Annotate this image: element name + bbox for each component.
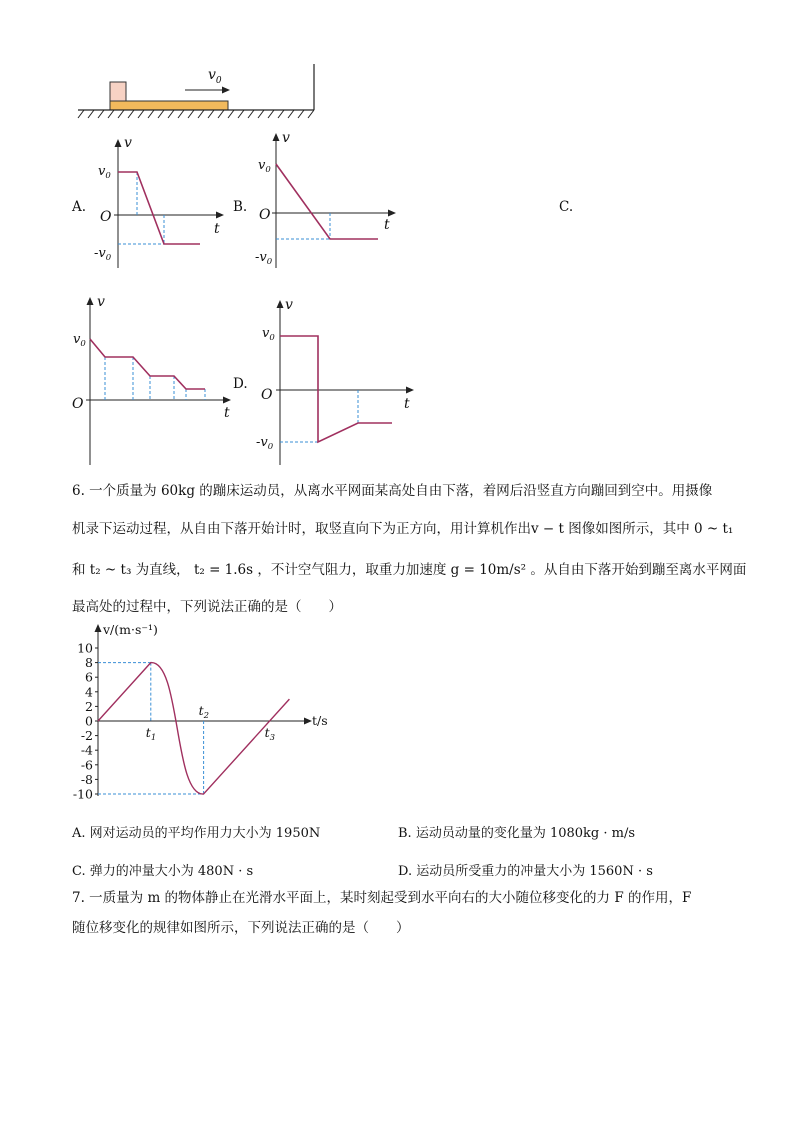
option-d-graph — [252, 295, 422, 467]
t-axis-arrow — [216, 212, 224, 219]
x-axis-arrow — [304, 718, 312, 725]
y-tick-label: -4 — [80, 742, 93, 758]
velocity-arrow-head — [222, 87, 230, 94]
v-axis-arrow — [273, 133, 280, 141]
neg-v0-label: $-v_0$ — [94, 246, 112, 263]
question6-option-c[interactable]: C. 弹力的冲量大小为 480N · s — [72, 864, 254, 879]
small-block — [110, 82, 126, 101]
y-axis-arrow — [95, 624, 102, 632]
y-tick-label: -2 — [80, 728, 93, 744]
question6-option-a[interactable]: A. 网对运动员的平均作用力大小为 1950N — [72, 826, 321, 841]
dashed-guides — [105, 357, 205, 400]
x-axis-label: t/s — [312, 713, 328, 728]
option-c-graph — [70, 290, 240, 468]
series-v-curve — [98, 663, 289, 794]
option-a-label[interactable]: A. — [72, 199, 87, 215]
v-axis-arrow — [87, 297, 94, 305]
x-tick-label-t3: $t_3$ — [264, 725, 276, 743]
question7-line1: 7. 一质量为 m 的物体静止在光滑水平面上，某时刻起受到水平向右的大小随位移变化的力 F 的作用，F — [72, 890, 692, 906]
setup-figure — [70, 58, 330, 128]
option-b-label[interactable]: B. — [233, 199, 248, 215]
t-axis-arrow — [406, 387, 414, 394]
y-axis-label: v/(m·s⁻¹) — [103, 622, 158, 637]
option-d-label[interactable]: D. — [233, 376, 248, 392]
vt-chart — [62, 618, 342, 814]
vt-curve — [90, 339, 205, 389]
question6-line2: 机录下运动过程，从自由下落开始计时，取竖直向下为正方向，用计算机作出v − t 图像如图所示，其中 0 ~ t₁ — [72, 521, 734, 537]
question6-line4: 最高处的过程中，下列说法正确的是（ ） — [72, 599, 342, 615]
y-tick-label: -10 — [72, 786, 93, 802]
y-tick-label: -6 — [80, 757, 93, 773]
option-b-graph — [252, 128, 402, 273]
v-axis-arrow — [277, 300, 284, 308]
axis-t-label: t — [404, 396, 410, 412]
vt-curve — [276, 164, 378, 239]
v-axis-arrow — [115, 139, 122, 147]
question6-option-b[interactable]: B. 运动员动量的变化量为 1080kg · m/s — [398, 826, 636, 841]
x-tick-label-t1: $t_1$ — [145, 725, 157, 743]
y-tick-label: 2 — [85, 698, 93, 714]
origin-label: O — [100, 209, 112, 225]
velocity-label: v — [208, 67, 216, 83]
v0-label: $v_0$ — [98, 164, 111, 181]
neg-v0-label: $-v_0$ — [256, 435, 274, 452]
board — [110, 101, 228, 110]
vt-curve — [118, 172, 200, 244]
v0-label: $v_0$ — [262, 326, 275, 343]
question6-line1: 6. 一个质量为 60kg 的蹦床运动员，从离水平网面某高处自由下落，着网后沿竖直方向蹦回到空中。用摄像 — [72, 483, 713, 499]
origin-label: O — [259, 207, 271, 223]
origin-label: O — [261, 387, 273, 403]
x-tick-label-t2: $t_2$ — [198, 703, 210, 721]
axis-t-label: t — [224, 405, 230, 421]
vt-curve — [280, 336, 392, 442]
dashed-guides — [280, 336, 358, 442]
axis-v-label: v — [97, 294, 105, 310]
t-axis-arrow — [388, 210, 396, 217]
y-tick-label: 10 — [77, 640, 93, 656]
y-tick-label: 8 — [85, 655, 93, 671]
question6-line3: 和 t₂ ~ t₃ 为直线， t₂ = 1.6s ，不计空气阻力，取重力加速度 g = 10m/s² 。从自由下落开始到蹦至离水平网面 — [72, 562, 747, 578]
y-tick-label: -8 — [80, 771, 93, 787]
option-a-graph — [90, 135, 235, 275]
axis-v-label: v — [282, 130, 290, 146]
svg-text:v0: $v_0$ — [208, 67, 222, 86]
option-c-label[interactable]: C. — [559, 199, 574, 215]
t-axis-arrow — [223, 397, 231, 404]
question7-line2: 随位移变化的规律如图所示，下列说法正确的是（ ） — [72, 920, 410, 936]
ground-hatching — [78, 110, 314, 118]
neg-v0-label: $-v_0$ — [255, 250, 273, 267]
dashed-guides — [276, 213, 330, 239]
axis-t-label: t — [214, 221, 220, 237]
axis-t-label: t — [384, 217, 390, 233]
axis-v-label: v — [124, 135, 132, 151]
y-tick-label: 0 — [85, 713, 93, 729]
v0-label: $v_0$ — [73, 332, 86, 349]
question6-option-d[interactable]: D. 运动员所受重力的冲量大小为 1560N · s — [398, 864, 653, 879]
y-tick-label: 6 — [85, 669, 93, 685]
axis-v-label: v — [285, 297, 293, 313]
v0-label: $v_0$ — [258, 158, 271, 175]
y-tick-label: 4 — [85, 684, 93, 700]
origin-label: O — [72, 396, 84, 412]
